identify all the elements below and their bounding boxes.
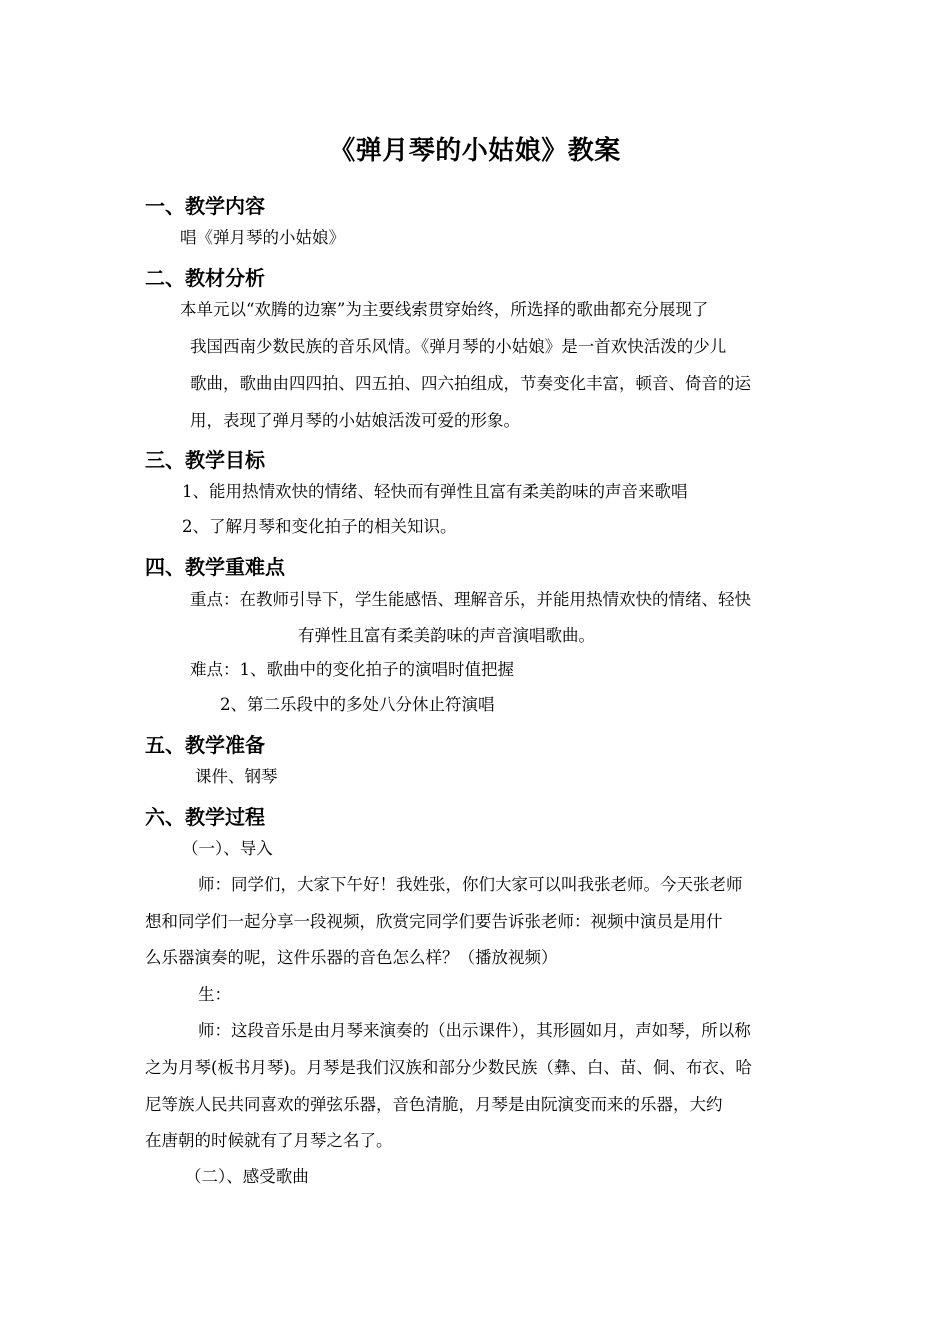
section-heading-analysis: 二、教材分析 xyxy=(145,266,265,290)
paragraph-line: 师：这段音乐是由月琴来演奏的（出示课件），其形圆如月，声如琴，所以称 xyxy=(198,1021,751,1040)
paragraph-line: 有弹性且富有柔美韵味的声音演唱歌曲。 xyxy=(298,626,595,645)
paragraph-line: 我国西南少数民族的音乐风情。《弹月琴的小姑娘》是一首欢快活泼的少儿 xyxy=(190,337,727,356)
paragraph-line: 在唐朝的时候就有了月琴之名了。 xyxy=(145,1131,393,1150)
section-heading-key-points: 四、教学重难点 xyxy=(145,555,285,579)
paragraph-line: 重点：在教师引导下，学生能感悟、理解音乐，并能用热情欢快的情绪、轻快 xyxy=(190,590,751,609)
document-title: 《弹月琴的小姑娘》教案 xyxy=(329,136,621,166)
paragraph-line: 用，表现了弹月琴的小姑娘活泼可爱的形象。 xyxy=(190,411,520,430)
paragraph-line: （二）、感受歌曲 xyxy=(185,1167,309,1186)
paragraph-line: 1、能用热情欢快的情绪、轻快而有弹性且富有柔美韵味的声音来歌唱 xyxy=(182,482,688,501)
paragraph-line: 么乐器演奏的呢，这件乐器的音色怎么样？（播放视频） xyxy=(145,948,558,967)
paragraph-line: 2、第二乐段中的多处八分休止符演唱 xyxy=(220,695,495,714)
paragraph-line: 课件、钢琴 xyxy=(195,767,278,786)
paragraph-line: 难点：1、歌曲中的变化拍子的演唱时值把握 xyxy=(190,660,514,679)
section-heading-content: 一、教学内容 xyxy=(145,194,265,218)
paragraph-line: 歌曲，歌曲由四四拍、四五拍、四六拍组成，节奏变化丰富，顿音、倚音的运 xyxy=(190,374,751,393)
paragraph-line: 唱《弹月琴的小姑娘》 xyxy=(180,228,345,247)
paragraph-line: 2、了解月琴和变化拍子的相关知识。 xyxy=(182,517,457,536)
paragraph-line: （一）、导入 xyxy=(182,839,273,858)
section-heading-preparation: 五、教学准备 xyxy=(145,733,265,757)
section-heading-goals: 三、教学目标 xyxy=(145,448,265,472)
paragraph-line: 尼等族人民共同喜欢的弹弦乐器，音色清脆，月琴是由阮演变而来的乐器，大约 xyxy=(145,1095,723,1114)
paragraph-line: 本单元以“欢腾的边寨”为主要线索贯穿始终，所选择的歌曲都充分展现了 xyxy=(180,300,709,319)
paragraph-line: 想和同学们一起分享一段视频，欣赏完同学们要告诉张老师：视频中演员是用什 xyxy=(145,912,723,931)
paragraph-line: 生： xyxy=(198,985,231,1004)
paragraph-line: 师：同学们，大家下午好！我姓张，你们大家可以叫我张老师。今天张老师 xyxy=(198,875,743,894)
section-heading-process: 六、教学过程 xyxy=(145,805,265,829)
paragraph-line: 之为月琴(板书月琴)。月琴是我们汉族和部分少数民族（彝、白、苗、侗、布衣、哈 xyxy=(145,1058,752,1077)
